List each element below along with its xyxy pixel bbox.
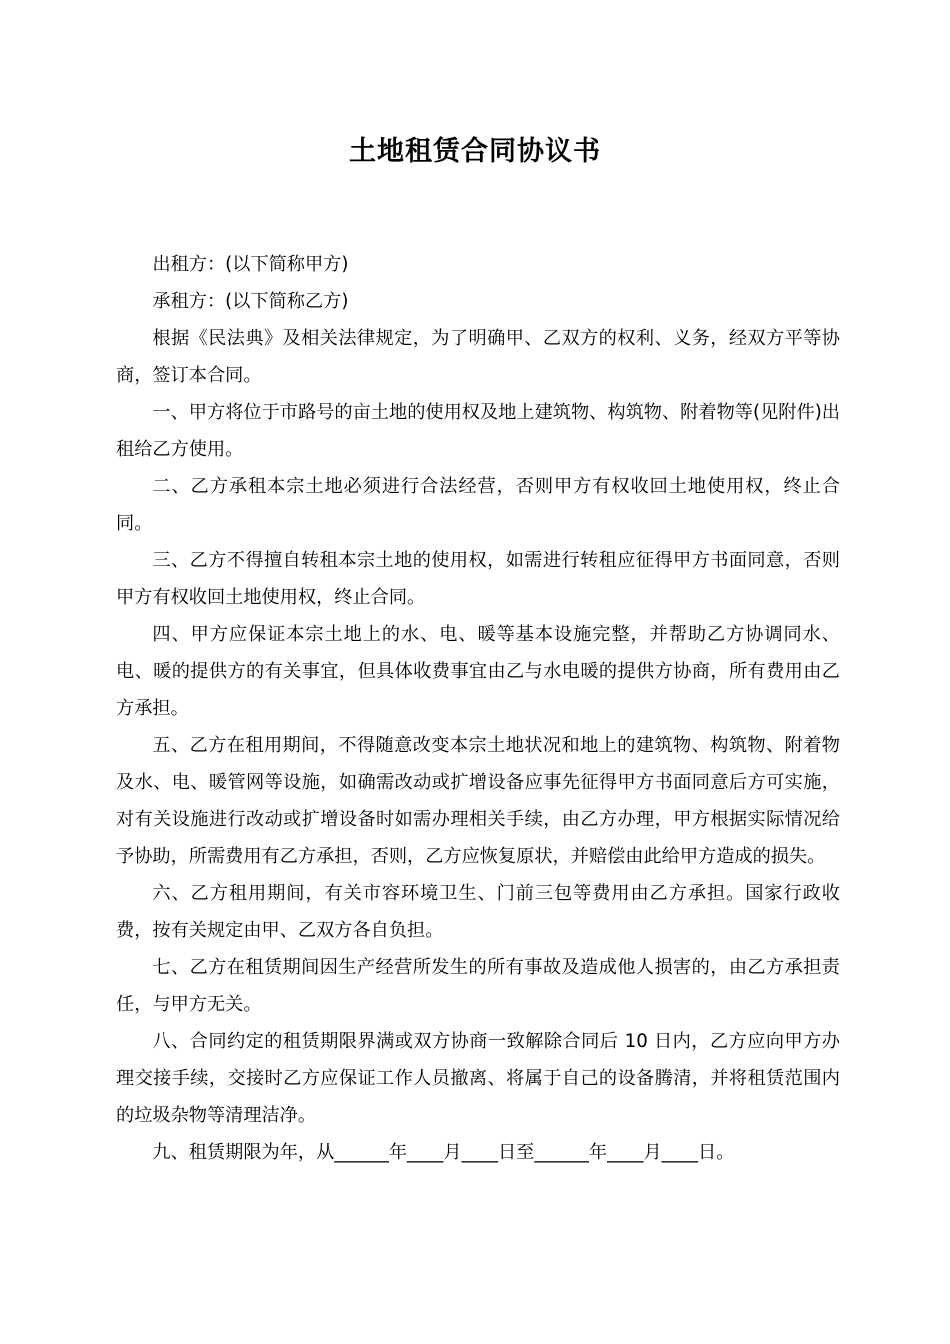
clause-8: 八、合同约定的租赁期限界满或双方协商一致解除合同后 10 日内，乙方应向甲方办理交接手续，交接时乙方应保证工作人员撤离、将属于自己的设备腾清，并将租赁范围内的垃圾杂物等清理洁净。 (116, 1031, 840, 1126)
clause-4: 四、甲方应保证本宗土地上的水、电、暖等基本设施完整，并帮助乙方协调同水、电、暖的提供方的有关事宜，但具体收费事宜由乙与水电暖的提供方协商，所有费用由乙方承担。 (116, 624, 840, 719)
document-title: 土地租赁合同协议书 (349, 136, 601, 167)
clause-6: 六、乙方租用期间，有关市容环境卫生、门前三包等费用由乙方承担。国家行政收费，按有关规定由甲、乙双方各自负担。 (116, 883, 840, 941)
preamble-paragraph: 根据《民法典》及相关法律规定，为了明确甲、乙双方的权利、义务，经双方平等协商，签订本合同。 (116, 328, 840, 386)
clause-1: 一、甲方将位于市路号的亩土地的使用权及地上建筑物、构筑物、附着物等(见附件)出租给乙方使用。 (116, 402, 840, 460)
clause-5: 五、乙方在租用期间，不得随意改变本宗土地状况和地上的建筑物、构筑物、附着物及水、电、暖管网等设施，如确需改动或扩增设备应事先征得甲方书面同意后方可实施，对有关设施进行改动或扩增设备时如需办理相关手续，由乙方办理，甲方根据实际情况给予协助，所需费用有乙方承担，否则，乙方应恢复原状，并赔偿由此给甲方造成的损失。 (116, 735, 840, 867)
clause-7: 七、乙方在租赁期间因生产经营所发生的所有事故及造成他人损害的，由乙方承担责任，与甲方无关。 (116, 957, 840, 1015)
clause-3: 三、乙方不得擅自转租本宗土地的使用权，如需进行转租应征得甲方书面同意，否则甲方有权收回土地使用权，终止合同。 (116, 550, 840, 608)
clause-9: 九、租赁期限为年，从______年____月____日至______年____月____日。 (152, 1142, 735, 1163)
document-body (116, 246, 840, 1171)
party-lessee: 承租方：(以下简称乙方) (152, 291, 349, 312)
party-lessor: 出租方：(以下简称甲方) (152, 254, 349, 275)
clause-2: 二、乙方承租本宗土地必须进行合法经营，否则甲方有权收回土地使用权，终止合同。 (116, 476, 840, 534)
